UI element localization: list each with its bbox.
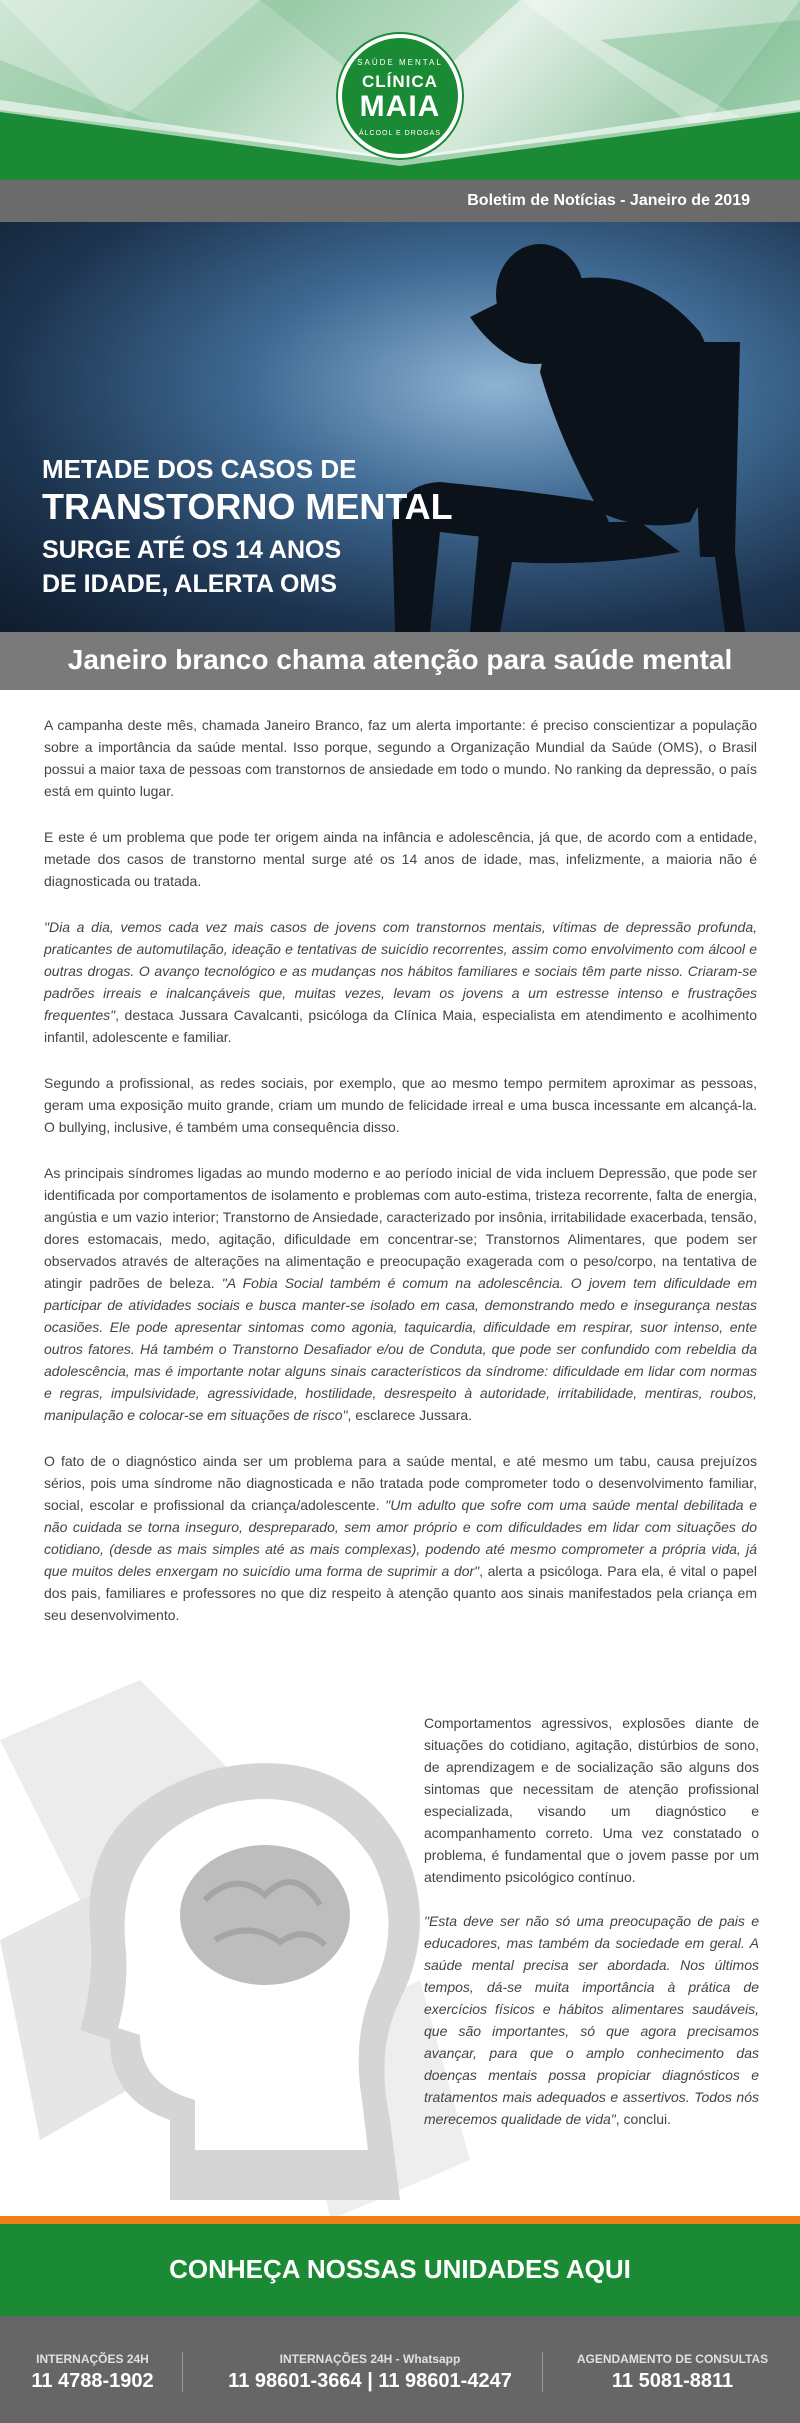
logo-line1: CLÍNICA — [362, 72, 438, 91]
hero-banner — [0, 222, 800, 632]
orange-divider — [0, 2216, 800, 2224]
side-text — [424, 1712, 759, 2152]
contact-label: AGENDAMENTO DE CONSULTAS — [576, 2352, 769, 2366]
article-body — [44, 714, 757, 1650]
logo-bottom-text: ÁLCOOL E DROGAS — [358, 130, 442, 137]
article-subtitle: Janeiro branco chama atenção para saúde mental — [67, 644, 733, 675]
quote-attribution: , alerta a psicóloga. Para ela, é vital o papel dos pais, familiares e professores no que diz respeito à atenção quanto aos sinais manifestados pela criança em seu desenvolvimento. — [44, 1563, 757, 1623]
side-paragraph-2 — [424, 1910, 759, 2130]
cta-label: CONHEÇA NOSSAS UNIDADES AQUI — [169, 2254, 631, 2284]
bulletin-date: Boletim de Notícias - Janeiro de 2019 — [467, 192, 750, 209]
hero-line1: METADE DOS CASOS DE — [42, 454, 357, 484]
logo-line2: MAIA — [359, 90, 441, 123]
quote-attribution: , esclarece Jussara. — [347, 1407, 473, 1423]
quote: "Esta deve ser não só uma preocupação de pais e educadores, mas também da sociedade em geral. A saúde mental precisa ser abordada. Nos últimos tempos, dá-se muita importância à prática de exercícios físicos e hábitos alimentares saudáveis, que são importantes, só que agora precisamos avançar, para que o amplo conhecimento das doenças mentais possa propiciar diagnósticos e tratamentos mais adequados e assertivos. Todos nós merecemos qualidade de vida" — [424, 1913, 759, 2127]
contact-phone[interactable]: 11 98601-3664 | 11 98601-4247 — [228, 2370, 512, 2392]
footer-contacts — [0, 2316, 800, 2423]
quote: "Dia a dia, vemos cada vez mais casos de jovens com transtornos mentais, vítimas de depressão profunda, praticantes de automutilação, ideação e tentativas de suicídio recorrentes, assim como envolvimento com álcool e outras drogas. O avanço tecnológico e as mudanças nos hábitos familiares e sociais têm parte nisso. Criaram-se padrões irreais e inalcançáveis que, muitas vezes, levam os jovens a um estresse intenso e frustrações frequentes" — [44, 919, 757, 1023]
head-brain-illustration — [0, 1680, 480, 2220]
contact-phone[interactable]: 11 4788-1902 — [31, 2370, 154, 2392]
article-paragraph-1: A campanha deste mês, chamada Janeiro Branco, faz um alerta importante: é preciso conscientizar a população sobre a importância da saúde mental. Isso porque, segundo a Organização Mundial da Saúde (OMS), o Brasil possui a maior taxa de pessoas com transtornos de ansiedade em todo o mundo. No ranking da depressão, o país está em quinto lugar. — [44, 717, 757, 799]
article-paragraph-2: E este é um problema que pode ter origem ainda na infância e adolescência, já que, de acordo com a entidade, metade dos casos de transtorno mental surge até os 14 anos de idade, mas, infelizmente, a maioria não é diagnosticada ou tratada. — [44, 829, 757, 889]
contact-whatsapp[interactable] — [195, 2352, 545, 2393]
paragraph-text: As principais síndromes ligadas ao mundo moderno e ao período inicial de vida incluem Depressão, que pode ser identificada por comportamentos de isolamento e problemas com auto-estima, tristeza recorrente, falta de energia, angústia e um vazio interior; Transtorno de Ansiedade, caracterizado por insônia, irritabilidade exacerbada, tensão, dores estomacais, medo, agitação, dificuldade em concentrar-se; Transtornos Alimentares, que podem ser observados através de alterações na alimentação e preocupação exagerada com o peso/corpo, na tentativa de atingir padrões de beleza. — [44, 1165, 757, 1291]
header-banner — [0, 0, 800, 180]
hero-line2: TRANSTORNO MENTAL — [42, 486, 453, 527]
contact-phone[interactable]: 11 5081-8811 — [611, 2370, 734, 2392]
hero-line3: SURGE ATÉ OS 14 ANOS — [42, 536, 342, 564]
quote: "Um adulto que sofre com uma saúde mental debilitada e não cuidada se torna inseguro, despreparado, sem amor próprio e com dificuldades em lidar com situações do cotidiano, (desde as mais simples até as mais complexas), podendo até mesmo comprometer a própria vida, já que muitos deles enxergam no suicídio uma forma de suprimir a dor" — [44, 1497, 758, 1579]
article-paragraph-4: Segundo a profissional, as redes sociais, por exemplo, que ao mesmo tempo permitem aproximar as pessoas, geram uma exposição muito grande, criam um mundo de felicidade irreal e uma busca incessante em alcançá-la. O bullying, inclusive, é também uma consequência disso. — [44, 1075, 757, 1135]
hero-line4: DE IDADE, ALERTA OMS — [42, 570, 337, 598]
quote-attribution: , destaca Jussara Cavalcanti, psicóloga da Clínica Maia, especialista em atendimento e acolhimento infantil, adolescente e familiar. — [44, 1007, 757, 1045]
bulletin-bar — [0, 180, 800, 222]
article-paragraph-6 — [44, 1450, 757, 1626]
quote: "A Fobia Social também é comum na adolescência. O jovem tem dificuldade em participar de atividades sociais e busca manter-se isolado em casa, demonstrando medo e insegurança nestas ocasiões. Ele pode apresentar sintomas como agonia, taquicardia, dificuldade em respirar, suor intenso, ente outros fatores. Há também o Transtorno Desafiador e/ou de Conduta, que pode ser confundido com rebeldia da adolescência, mas é importante notar alguns sinais característicos da síndrome: dificuldade em lidar com normas e regras, impulsividade, agressividade, hostilidade, desrespeito à autoridade, irritabilidade, mentiras, roubos, manipulação e colocar-se em situações de risco" — [44, 1275, 758, 1423]
article-paragraph-5 — [44, 1162, 757, 1426]
footer-divider — [182, 2352, 183, 2392]
subtitle-bar — [0, 632, 800, 690]
contact-label: INTERNAÇÕES 24H — [36, 2352, 149, 2366]
contact-internacoes[interactable] — [10, 2352, 175, 2393]
footer-divider — [542, 2352, 543, 2392]
units-cta-button[interactable] — [0, 2224, 800, 2316]
quote-attribution: , conclui. — [615, 2111, 671, 2127]
clinic-logo[interactable] — [338, 34, 462, 158]
side-paragraph-1: Comportamentos agressivos, explosões diante de situações do cotidiano, agitação, distúrbios de sono, de aprendizagem e de socialização são alguns dos sintomas que necessitam de atenção profissional especializada, visando um diagnóstico e acompanhamento correto. Uma vez constatado o problema, é fundamental que o jovem passe por um atendimento psicológico contínuo. — [424, 1715, 759, 1885]
contact-label: INTERNAÇÕES 24H - Whatsapp — [279, 2352, 461, 2366]
article-paragraph-3 — [44, 916, 757, 1048]
paragraph-text: O fato de o diagnóstico ainda ser um problema para a saúde mental, e até mesmo um tabu, causa prejuízos sérios, pois uma síndrome não diagnosticada e não tratada pode comprometer todo o desenvolvimento familiar, social, escolar e profissional da criança/adolescente. — [44, 1453, 757, 1513]
contact-agendamento[interactable] — [555, 2352, 790, 2393]
logo-top-text: SAÚDE MENTAL — [357, 58, 443, 67]
